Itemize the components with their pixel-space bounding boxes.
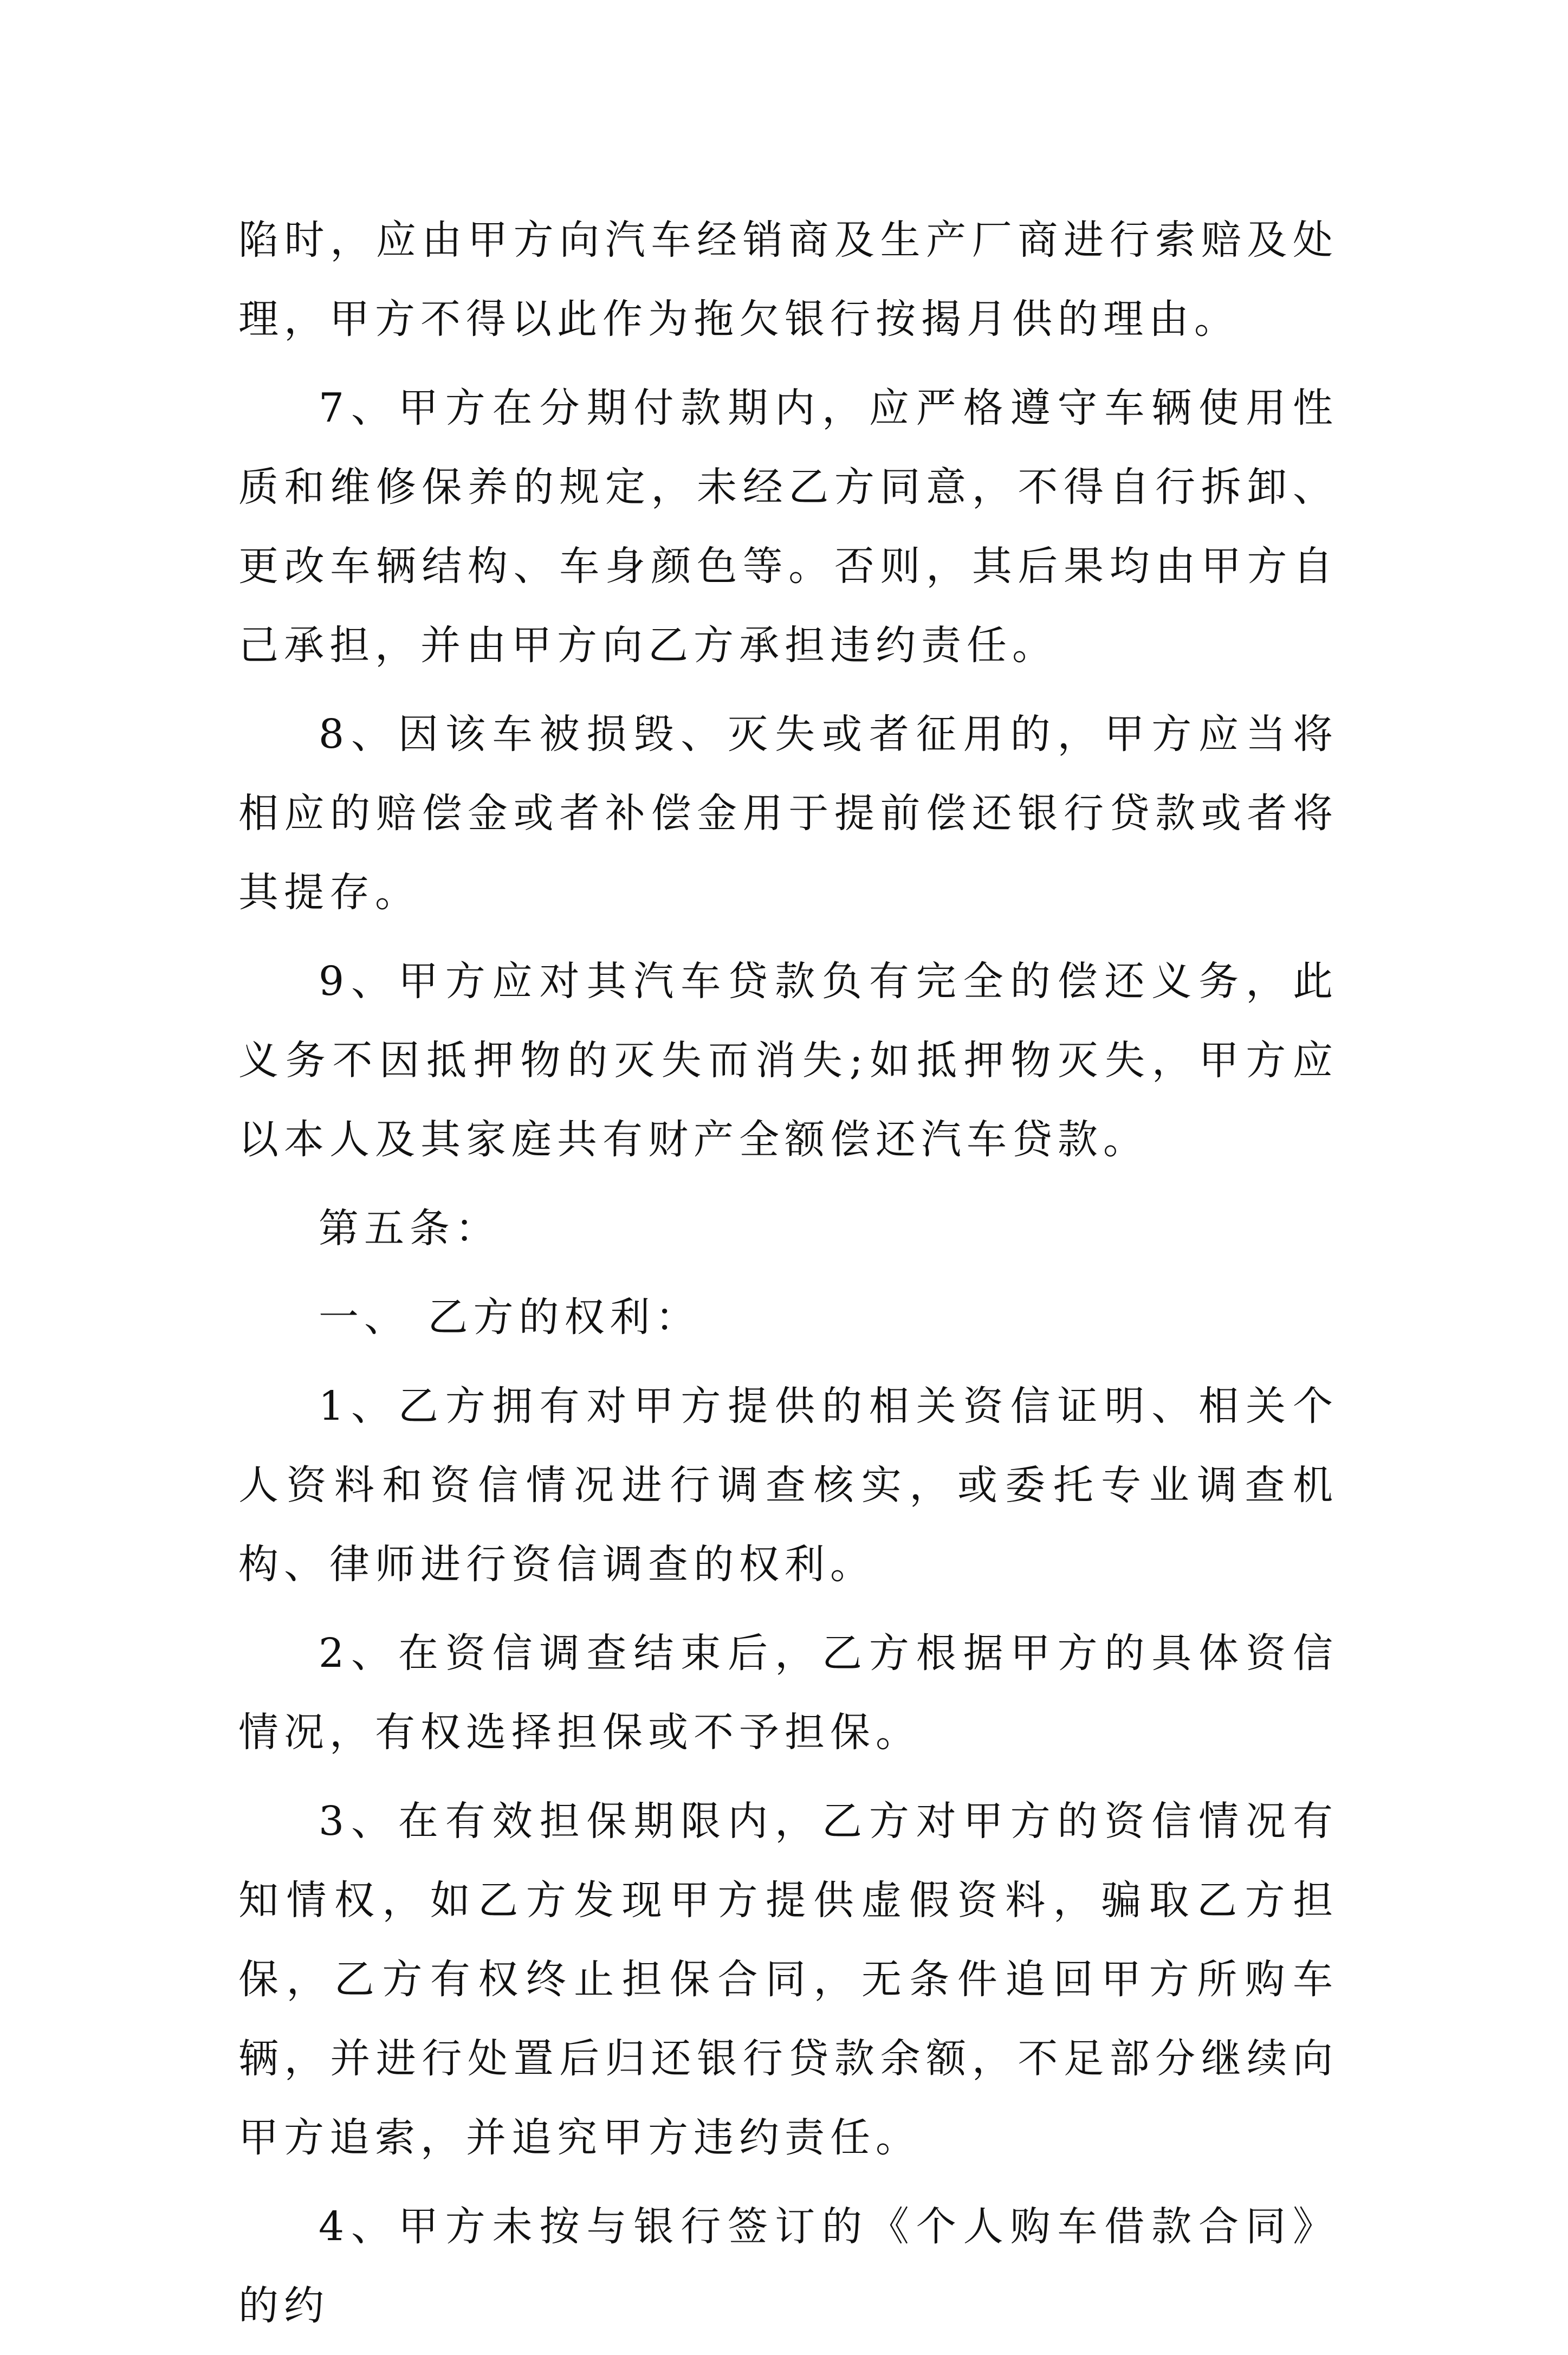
paragraph-clause-7: 7、甲方在分期付款期内，应严格遵守车辆使用性质和维修保养的规定，未经乙方同意，不得自行拆卸、更改车辆结构、车身颜色等。否则，其后果均由甲方自己承担，并由甲方向乙方承担违约责任。 bbox=[238, 385, 1338, 669]
article-five-heading: 第五条： bbox=[319, 1205, 501, 1252]
section-party-b-rights: 一、 乙方的权利： bbox=[319, 1294, 701, 1341]
paragraph-right-3: 3、在有效担保期限内，乙方对甲方的资信情况有知情权，如乙方发现甲方提供虚假资料，骗取乙方担保，乙方有权终止担保合同，无条件追回甲方所购车辆，并进行处置后归还银行贷款余额，不足部分继续向甲方追索，并追究甲方违约责任。 bbox=[238, 1798, 1338, 2161]
paragraph-clause-8: 8、因该车被损毁、灭失或者征用的，甲方应当将相应的赔偿金或者补偿金用于提前偿还银行贷款或者将其提存。 bbox=[238, 711, 1338, 916]
paragraph-clause-9: 9、甲方应对其汽车贷款负有完全的偿还义务，此义务不因抵押物的灭失而消失;如抵押物灭失，甲方应以本人及其家庭共有财产全额偿还汽车贷款。 bbox=[238, 958, 1338, 1163]
document-body bbox=[238, 200, 1338, 2355]
paragraph-right-1: 1、乙方拥有对甲方提供的相关资信证明、相关个人资料和资信情况进行调查核实，或委托专业调查机构、律师进行资信调查的权利。 bbox=[238, 1383, 1338, 1588]
paragraph-right-4: 4、甲方未按与银行签订的《个人购车借款合同》的约 bbox=[238, 2203, 1338, 2329]
paragraph-right-2: 2、在资信调查结束后，乙方根据甲方的具体资信情况，有权选择担保或不予担保。 bbox=[238, 1630, 1338, 1756]
paragraph-1: 陷时，应由甲方向汽车经销商及生产厂商进行索赔及处理，甲方不得以此作为拖欠银行按揭月供的理由。 bbox=[238, 217, 1338, 342]
